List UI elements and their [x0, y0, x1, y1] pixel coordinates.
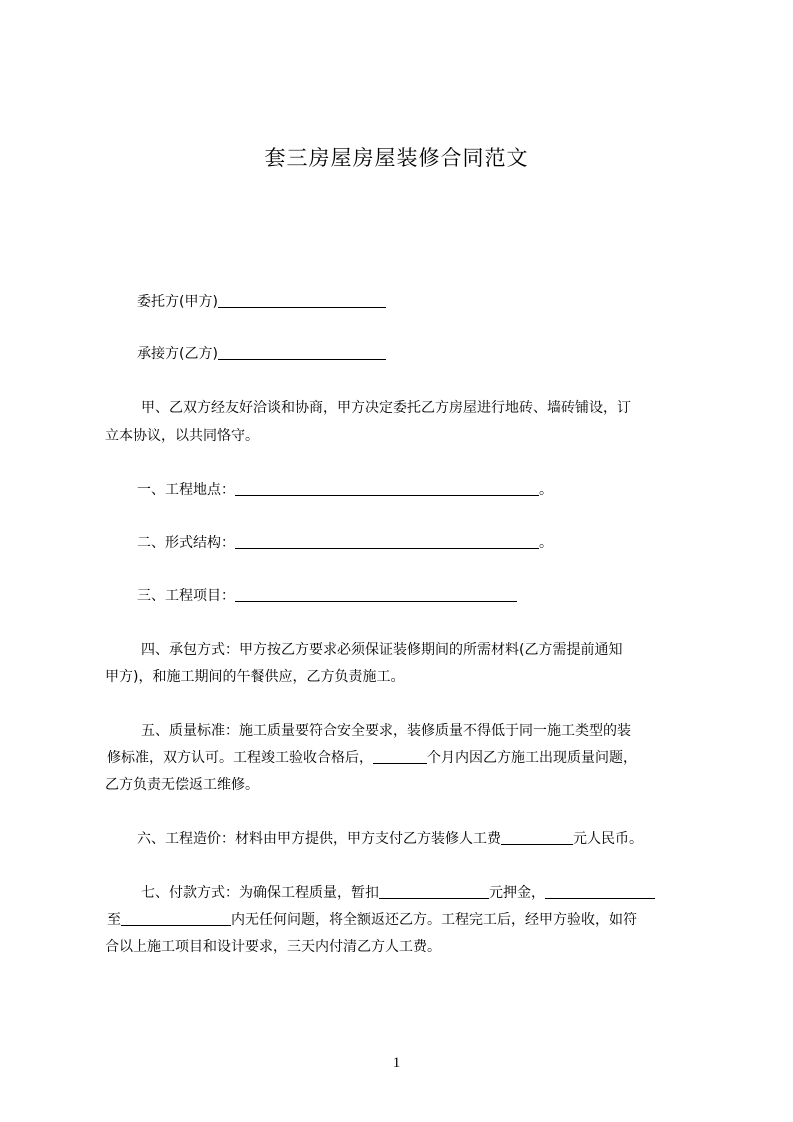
- client-line: [137, 292, 737, 312]
- clause-7-line-3: 合以上施工项目和设计要求，三天内付清乙方人工费。: [105, 939, 441, 955]
- clause-7-blank-2: [545, 883, 655, 899]
- clause-5-line-2: [107, 748, 707, 768]
- clause-1-end: 。: [539, 482, 553, 498]
- clause-5-text-a: 修标准，双方认可。工程竣工验收合格后，: [107, 750, 373, 766]
- clause-3: [137, 586, 737, 606]
- page-number: 1: [392, 1055, 401, 1071]
- clause-6-text-b: 元人民币。: [573, 831, 643, 847]
- preamble-line-2: 立本协议，以共同恪守。: [105, 428, 259, 444]
- contractor-blank: [218, 344, 386, 360]
- clause-5-blank: [373, 748, 427, 764]
- client-label: 委托方(甲方): [137, 294, 218, 310]
- clause-7-text-b: 元押金，: [489, 885, 545, 901]
- clause-6: [137, 829, 737, 849]
- clause-4-line-1: 四、承包方式：甲方按乙方要求必须保证装修期间的所需材料(乙方需提前通知: [141, 642, 623, 658]
- contractor-line: [137, 344, 737, 364]
- clause-2-end: 。: [539, 535, 553, 551]
- clause-7-line-2: [107, 910, 707, 930]
- client-blank: [218, 292, 386, 308]
- clause-7-text-c: 至: [107, 912, 121, 928]
- clause-4-line-2: 甲方)，和施工期间的午餐供应，乙方负责施工。: [105, 669, 405, 685]
- clause-1-blank: [235, 480, 539, 496]
- clause-7-blank-3: [121, 910, 231, 926]
- clause-5-text-b: 个月内因乙方施工出现质量问题，: [427, 750, 637, 766]
- clause-7-text-d: 内无任何问题，将全额返还乙方。工程完工后，经甲方验收，如符: [231, 912, 637, 928]
- clause-7-text-a: 七、付款方式：为确保工程质量，暂扣: [141, 885, 379, 901]
- page-title: 套三房屋房屋装修合同范文: [264, 146, 529, 170]
- clause-3-label: 三、工程项目：: [137, 588, 235, 604]
- clause-1: [137, 480, 737, 500]
- preamble-line-1: 甲、乙双方经友好洽谈和协商，甲方决定委托乙方房屋进行地砖、墙砖铺设，订: [141, 400, 631, 416]
- clause-7-blank-1: [379, 883, 489, 899]
- clause-2-blank: [235, 533, 539, 549]
- clause-6-text-a: 六、工程造价：材料由甲方提供，甲方支付乙方装修人工费: [137, 831, 501, 847]
- clause-5-line-1: 五、质量标准：施工质量要符合安全要求，装修质量不得低于同一施工类型的装: [141, 723, 631, 739]
- clause-3-blank: [235, 586, 517, 602]
- clause-6-blank: [501, 829, 573, 845]
- clause-2: [137, 533, 737, 553]
- clause-7-line-1: [141, 883, 741, 903]
- clause-1-label: 一、工程地点：: [137, 482, 235, 498]
- clause-5-line-3: 乙方负责无偿返工维修。: [105, 777, 259, 793]
- contractor-label: 承接方(乙方): [137, 346, 218, 362]
- clause-2-label: 二、形式结构：: [137, 535, 235, 551]
